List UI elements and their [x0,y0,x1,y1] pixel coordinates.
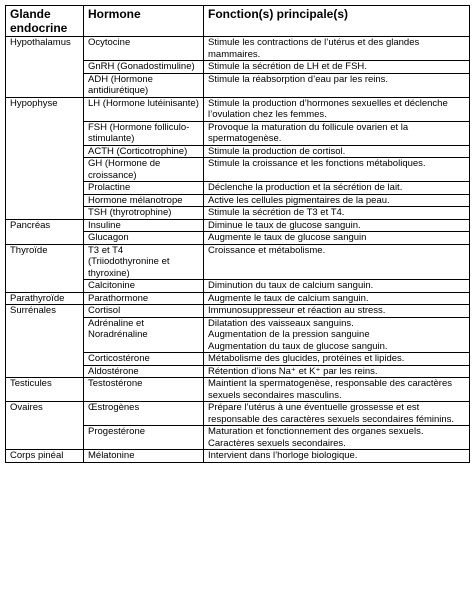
cell-function [204,194,470,207]
cell-gland: Ovaires [6,402,84,426]
cell-function [204,365,470,378]
function-text: Métabolisme des glucides, protéines et lipides. [208,353,405,364]
header-hormone: Hormone [84,6,204,37]
cell-hormone [84,292,204,305]
cell-hormone [84,317,204,353]
cell-gland [6,73,84,97]
cell-function [204,73,470,97]
function-text: Intervient dans l’horloge biologique. [208,450,358,461]
cell-gland [6,121,84,145]
function-text: Déclenche la production et la sécrétion de lait. [208,182,403,193]
function-text: Rétention d’ions Na⁺ et K⁺ par les reins. [208,365,378,377]
cell-gland: Hypothalamus [6,37,84,61]
cell-function [204,244,470,280]
table-row [6,232,470,245]
cell-hormone [84,219,204,232]
table-row [6,121,470,145]
table-row [6,97,470,121]
cell-hormone [84,145,204,158]
cell-function [204,37,470,61]
hormone-text: Hormone mélanotrope [88,194,183,206]
cell-gland [6,353,84,366]
cell-gland [6,365,84,378]
hormone-text: Aldostérone [88,365,139,377]
cell-hormone [84,305,204,318]
function-text: Prépare l’utérus à une éventuelle grossesse et est responsable des caractères sexuels secondaires féminins. [208,402,455,425]
hormone-text: GH (Hormone de croissance) [88,158,161,181]
cell-function [204,182,470,195]
table-row [6,365,470,378]
table-row [6,305,470,318]
function-text: Augmente le taux de glucose sanguin [208,232,367,243]
table-row [6,353,470,366]
cell-hormone [84,244,204,280]
table-body [6,37,470,463]
cell-hormone [84,121,204,145]
cell-gland: Parathyroïde [6,292,84,305]
cell-hormone [84,450,204,463]
hormone-text: FSH (Hormone folliculo-stimulante) [88,121,190,144]
hormone-text: Glucagon [88,232,129,243]
hormone-text: Corticostérone [88,353,150,364]
function-text: Stimule la croissance et les fonctions métaboliques. [208,158,426,169]
cell-hormone [84,402,204,426]
endocrine-table [5,5,470,463]
table-row [6,280,470,293]
cell-hormone [84,353,204,366]
hormone-text: Insuline [88,219,121,231]
hormone-text: Adrénaline et Noradrénaline [88,317,148,340]
function-text: Provoque la maturation du follicule ovarien et la spermatogenèse. [208,121,409,144]
cell-function [204,402,470,426]
function-text: Stimule la sécrétion de T3 et T4. [208,207,345,218]
cell-gland [6,158,84,182]
cell-function [204,207,470,220]
cell-hormone [84,426,204,450]
table-row [6,61,470,74]
cell-gland: Testicules [6,378,84,402]
function-text: Maturation et fonctionnement des organes sexuels. Caractères sexuels secondaires. [208,426,424,449]
function-text: Diminue le taux de glucose sanguin. [208,219,361,231]
table-row [6,194,470,207]
function-text: Stimule la production de cortisol. [208,145,346,157]
hormone-text: Prolactine [88,182,131,193]
cell-gland: Thyroïde [6,244,84,280]
function-text: Diminution du taux de calcium sanguin. [208,280,374,291]
table-row [6,292,470,305]
cell-function [204,232,470,245]
cell-function [204,353,470,366]
function-text: Dilatation des vaisseaux sanguins. Augmentation de la pression sanguine Augmentation du taux de glucose sanguin. [208,317,388,352]
table-row [6,426,470,450]
cell-function [204,158,470,182]
hormone-text: Œstrogènes [88,402,140,413]
hormone-text: Testostérone [88,378,143,389]
function-text: Augmente le taux de calcium sanguin. [208,292,369,304]
cell-gland [6,194,84,207]
table-row [6,145,470,158]
table-row [6,158,470,182]
function-text: Croissance et métabolisme. [208,244,326,256]
table-row [6,73,470,97]
cell-function [204,61,470,74]
hormone-text: GnRH (Gonadostimuline) [88,61,195,72]
cell-hormone [84,182,204,195]
cell-gland: Hypophyse [6,97,84,121]
cell-function [204,280,470,293]
function-text: Stimule la réabsorption d’eau par les reins. [208,73,389,85]
cell-function [204,97,470,121]
table-row [6,317,470,353]
cell-hormone [84,158,204,182]
table-row [6,37,470,61]
cell-gland [6,426,84,450]
table-row [6,450,470,463]
cell-hormone [84,207,204,220]
hormone-text: TSH (thyrotrophine) [88,207,172,218]
cell-gland [6,280,84,293]
hormone-text: Parathormone [88,292,149,304]
cell-function [204,426,470,450]
cell-function [204,219,470,232]
cell-gland [6,207,84,220]
function-text: Maintient la spermatogenèse, responsable des caractères sexuels secondaires masculins. [208,378,452,401]
cell-gland: Surrénales [6,305,84,318]
cell-function [204,145,470,158]
cell-hormone [84,232,204,245]
cell-hormone [84,97,204,121]
cell-hormone [84,194,204,207]
function-text: Stimule les contractions de l’utérus et des glandes mammaires. [208,37,420,60]
table-row [6,244,470,280]
function-text: Active les cellules pigmentaires de la peau. [208,194,390,206]
cell-function [204,450,470,463]
cell-gland [6,182,84,195]
cell-gland: Corps pinéal [6,450,84,463]
hormone-text: Progestérone [88,426,146,437]
hormone-text: ADH (Hormone antidiurétique) [88,73,153,96]
cell-hormone [84,61,204,74]
function-text: Stimule la production d’hormones sexuelles et déclenche l’ovulation chez les femmes. [208,97,448,120]
cell-function [204,317,470,353]
hormone-text: Ocytocine [88,37,131,48]
hormone-text: Calcitonine [88,280,135,291]
hormone-text: T3 et T4 (Triiodothyronine et thyroxine) [88,244,170,279]
cell-gland [6,232,84,245]
function-text: Stimule la sécrétion de LH et de FSH. [208,61,367,72]
table-row [6,402,470,426]
cell-function [204,121,470,145]
header-row [6,6,470,37]
hormone-text: ACTH (Corticotrophine) [88,145,188,157]
function-text: Immunosuppresseur et réaction au stress. [208,305,386,316]
table-row [6,378,470,402]
hormone-text: Mélatonine [88,450,135,461]
hormone-text: LH (Hormone lutéinisante) [88,97,199,109]
header-function: Fonction(s) principale(s) [204,6,470,37]
cell-gland [6,317,84,353]
cell-gland: Pancréas [6,219,84,232]
table-row [6,219,470,232]
cell-gland [6,145,84,158]
cell-function [204,292,470,305]
cell-hormone [84,37,204,61]
cell-function [204,378,470,402]
cell-function [204,305,470,318]
cell-gland [6,61,84,74]
cell-hormone [84,365,204,378]
cell-hormone [84,280,204,293]
hormone-text: Cortisol [88,305,121,316]
table-row [6,182,470,195]
cell-hormone [84,73,204,97]
header-gland: Glande endocrine [6,6,84,37]
table-row [6,207,470,220]
cell-hormone [84,378,204,402]
